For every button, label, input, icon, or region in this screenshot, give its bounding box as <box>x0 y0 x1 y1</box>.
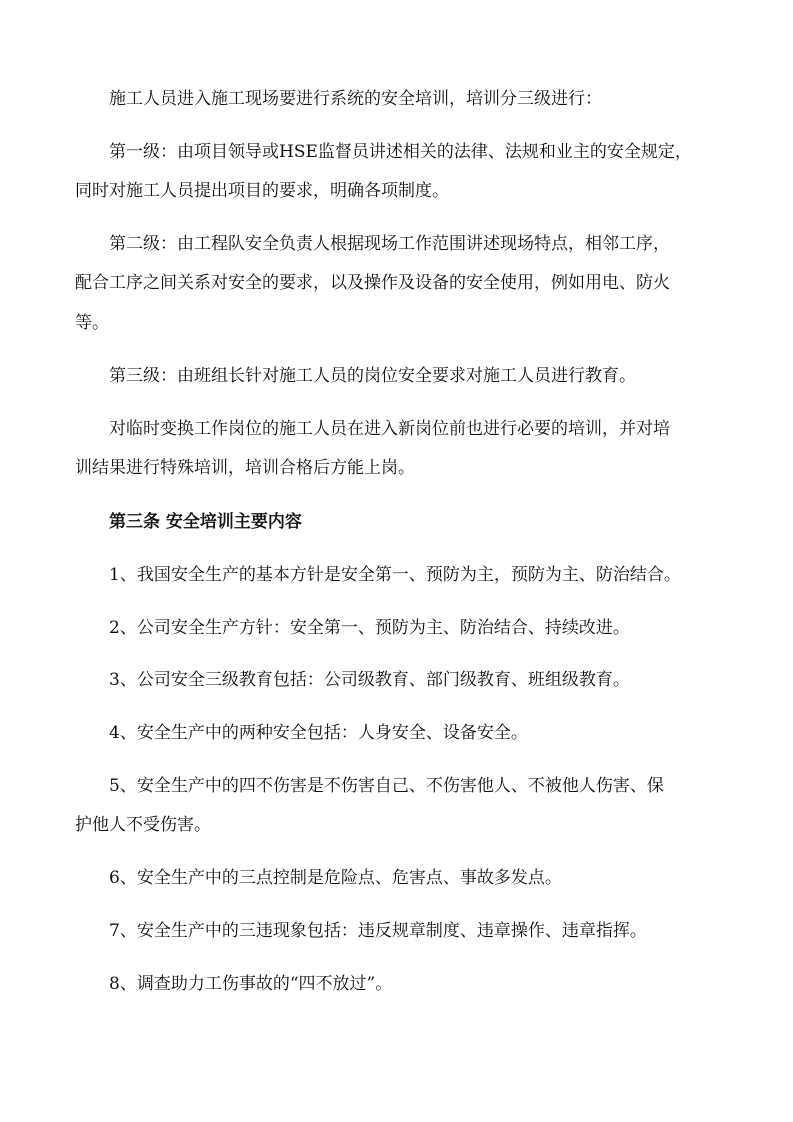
paragraph-3-line-3: 等。 <box>75 313 109 333</box>
paragraph-4-line-1: 第三级：由班组长针对施工人员的岗位安全要求对施工人员进行教育。 <box>109 366 636 386</box>
paragraph-5-line-1: 对临时变换工作岗位的施工人员在进入新岗位前也进行必要的培训，并对培 <box>109 419 670 439</box>
paragraph-2-line-2: 同时对施工人员提出项目的要求，明确各项制度。 <box>75 181 449 201</box>
paragraph-2-line-1: 第一级：由项目领导或HSE监督员讲述相关的法律、法规和业主的安全规定， <box>109 142 692 162</box>
item-6-line-1: 6、安全生产中的三点控制是危险点、危害点、事故多发点。 <box>109 868 562 888</box>
item-1-line-1: 1、我国安全生产的基本方针是安全第一、预防为主，预防为主、防治结合。 <box>109 565 681 585</box>
paragraph-5-line-2: 训结果进行特殊培训，培训合格后方能上岗。 <box>75 458 415 478</box>
paragraph-3-line-1: 第二级：由工程队安全负责人根据现场工作范围讲述现场特点，相邻工序， <box>109 234 670 254</box>
item-7-line-1: 7、安全生产中的三违现象包括：违反规章制度、违章操作、违章指挥。 <box>109 921 647 941</box>
item-4-line-1: 4、安全生产中的两种安全包括：人身安全、设备安全。 <box>109 723 528 743</box>
item-2-line-1: 2、公司安全生产方针：安全第一、预防为主、防治结合、持续改进。 <box>109 618 630 638</box>
paragraph-3-line-2: 配合工序之间关系对安全的要求，以及操作及设备的安全使用，例如用电、防火 <box>75 273 670 293</box>
paragraph-1-line-1: 施工人员进入施工现场要进行系统的安全培训，培训分三级进行： <box>109 89 602 109</box>
item-5-line-1: 5、安全生产中的四不伤害是不伤害自己、不伤害他人、不被他人伤害、保 <box>109 776 664 796</box>
item-5-line-2: 护他人不受伤害。 <box>75 815 211 835</box>
item-3-line-1: 3、公司安全三级教育包括：公司级教育、部门级教育、班组级教育。 <box>109 670 630 690</box>
section-heading: 第三条 安全培训主要内容 <box>109 512 302 532</box>
item-8-line-1: 8、调查助力工伤事故的“四不放过”。 <box>109 974 393 994</box>
